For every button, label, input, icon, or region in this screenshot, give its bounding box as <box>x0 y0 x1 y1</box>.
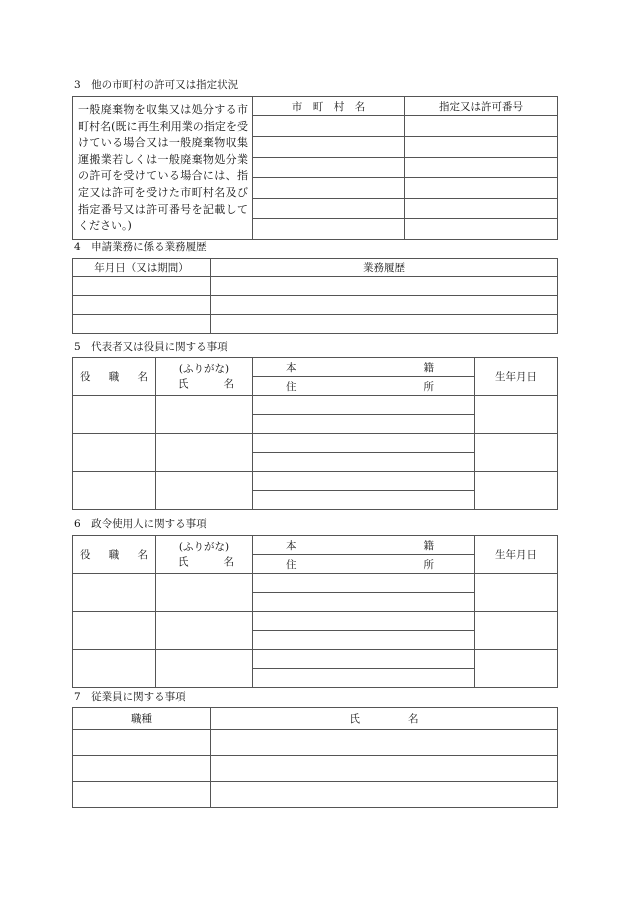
position-cell[interactable] <box>73 650 156 688</box>
history-date-cell[interactable] <box>73 277 211 296</box>
section7-table <box>72 707 558 808</box>
section5-title: 5 代表者又は役員に関する事項 <box>74 341 228 353</box>
col-municipality-header: 市 町 村 名 <box>253 97 405 116</box>
col-address-header: 住 所 <box>253 555 475 574</box>
municipality-cell[interactable] <box>253 178 405 199</box>
section7-title: 7 従業員に関する事項 <box>74 691 186 703</box>
name-cell[interactable] <box>156 574 253 612</box>
col-address-header: 住 所 <box>253 377 475 396</box>
position-cell[interactable] <box>73 434 156 472</box>
employee-name-cell[interactable] <box>211 756 558 782</box>
col-name-header: (ふりがな) 氏 名 <box>156 358 253 396</box>
birthdate-cell[interactable] <box>475 612 558 650</box>
name-cell[interactable] <box>156 472 253 510</box>
section3-title: 3 他の市町村の許可又は指定状況 <box>74 79 239 91</box>
honseki-cell[interactable] <box>253 434 475 453</box>
address-cell[interactable] <box>253 415 475 434</box>
permit-number-cell[interactable] <box>405 219 558 240</box>
history-detail-cell[interactable] <box>211 296 558 315</box>
history-date-cell[interactable] <box>73 296 211 315</box>
birthdate-cell[interactable] <box>475 574 558 612</box>
history-detail-cell[interactable] <box>211 277 558 296</box>
section5-table <box>72 357 558 510</box>
permit-number-cell[interactable] <box>405 116 558 137</box>
name-cell[interactable] <box>156 396 253 434</box>
permit-number-cell[interactable] <box>405 157 558 178</box>
col-history-header: 業務履歴 <box>211 259 558 277</box>
position-cell[interactable] <box>73 472 156 510</box>
address-cell[interactable] <box>253 491 475 510</box>
section6-title: 6 政令使用人に関する事項 <box>74 518 207 530</box>
name-cell[interactable] <box>156 434 253 472</box>
honseki-cell[interactable] <box>253 650 475 669</box>
permit-number-cell[interactable] <box>405 137 558 158</box>
position-cell[interactable] <box>73 574 156 612</box>
section4-table <box>72 258 558 334</box>
address-cell[interactable] <box>253 593 475 612</box>
job-type-cell[interactable] <box>73 730 211 756</box>
permit-number-cell[interactable] <box>405 178 558 199</box>
col-birthdate-header: 生年月日 <box>475 536 558 574</box>
honseki-cell[interactable] <box>253 396 475 415</box>
municipality-cell[interactable] <box>253 137 405 158</box>
col-position-header: 役 職 名 <box>73 536 156 574</box>
col-name-header: (ふりがな) 氏 名 <box>156 536 253 574</box>
honseki-cell[interactable] <box>253 612 475 631</box>
honseki-cell[interactable] <box>253 472 475 491</box>
col-job-type-header: 職種 <box>73 708 211 730</box>
job-type-cell[interactable] <box>73 756 211 782</box>
col-position-header: 役 職 名 <box>73 358 156 396</box>
employee-name-cell[interactable] <box>211 782 558 808</box>
municipality-cell[interactable] <box>253 198 405 219</box>
employee-name-cell[interactable] <box>211 730 558 756</box>
section3-table <box>72 96 558 240</box>
section6-table <box>72 535 558 688</box>
municipality-cell[interactable] <box>253 116 405 137</box>
address-cell[interactable] <box>253 669 475 688</box>
birthdate-cell[interactable] <box>475 650 558 688</box>
position-cell[interactable] <box>73 612 156 650</box>
address-cell[interactable] <box>253 453 475 472</box>
name-cell[interactable] <box>156 650 253 688</box>
col-honseki-header: 本 籍 <box>253 358 475 377</box>
history-detail-cell[interactable] <box>211 315 558 334</box>
section4-title: 4 申請業務に係る業務履歴 <box>74 241 207 253</box>
col-honseki-header: 本 籍 <box>253 536 475 555</box>
col-employee-name-header: 氏 名 <box>211 708 558 730</box>
col-permit-number-header: 指定又は許可番号 <box>405 97 558 116</box>
birthdate-cell[interactable] <box>475 434 558 472</box>
name-cell[interactable] <box>156 612 253 650</box>
job-type-cell[interactable] <box>73 782 211 808</box>
section3-description: 一般廃棄物を収集又は処分する市町村名(既に再生利用業の指定を受けている場合又は一般廃棄物収集運搬業若しくは一般廃棄物処分業の許可を受けている場合には、指定又は許可を受けた市町村名及び指定番号又は許可番号を記載してください。) <box>73 97 253 240</box>
address-cell[interactable] <box>253 631 475 650</box>
history-date-cell[interactable] <box>73 315 211 334</box>
municipality-cell[interactable] <box>253 219 405 240</box>
col-date-header: 年月日（又は期間） <box>73 259 211 277</box>
position-cell[interactable] <box>73 396 156 434</box>
birthdate-cell[interactable] <box>475 472 558 510</box>
birthdate-cell[interactable] <box>475 396 558 434</box>
permit-number-cell[interactable] <box>405 198 558 219</box>
col-birthdate-header: 生年月日 <box>475 358 558 396</box>
municipality-cell[interactable] <box>253 157 405 178</box>
honseki-cell[interactable] <box>253 574 475 593</box>
